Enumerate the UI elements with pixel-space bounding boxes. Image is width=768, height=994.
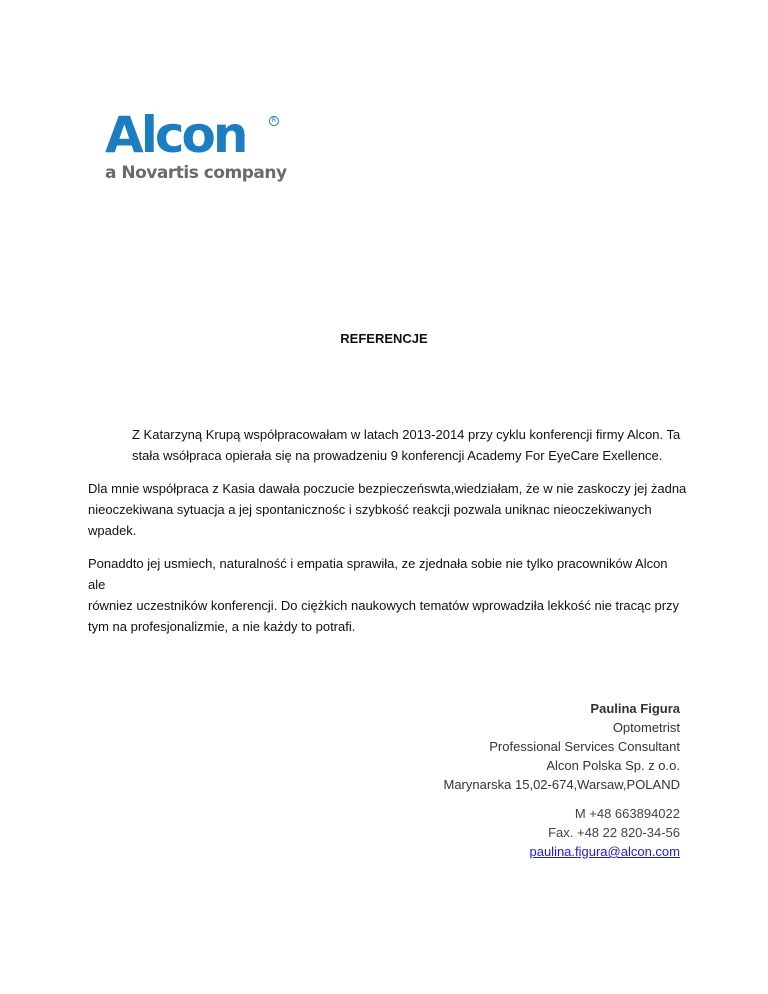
- logo-brand-text: Alcon: [105, 106, 246, 164]
- mobile-number: M +48 663894022: [574, 806, 680, 821]
- paragraph-line: Ponaddto jej usmiech, naturalność i empatia sprawiła, ze zjednała sobie nie tylko pracowników Alcon ale: [88, 556, 668, 592]
- signature-block: [280, 699, 680, 775]
- signatory-role: Optometrist: [612, 720, 680, 735]
- paragraph-line: nieoczekiwana sytuacja a jej spontanicznośc i szybkość reakcji pozwala uniknac nieoczekiwanych wpadek.: [88, 502, 652, 538]
- paragraph-line: równiez uczestników konferencji. Do ciężkich naukowych tematów wprowadziła lekkość nie tracąc przy: [88, 598, 680, 613]
- paragraph-3: [88, 553, 688, 637]
- signatory-name: Paulina Figura: [590, 701, 680, 716]
- logo-tagline: a Novartis company: [105, 163, 287, 183]
- company-address: Marynarska 15,02-674,Warsaw,POLAND: [443, 777, 680, 792]
- contact-block: [280, 804, 680, 861]
- paragraph-line: tym na profesjonalizmie, a nie każdy to potrafi.: [88, 619, 356, 634]
- fax-number: Fax. +48 22 820-34-56: [548, 825, 680, 840]
- paragraph-line: stała wsółpraca opierała się na prowadzeniu 9 konferencji Academy For EyeCare Exellence.: [132, 448, 663, 463]
- paragraph-line: Dla mnie współpraca z Kasia dawała poczucie bezpieczeńswta,wiedziałam, że w nie zaskoczy jej żadna: [88, 481, 687, 496]
- letter-body: [88, 424, 688, 649]
- email-link[interactable]: paulina.figura@alcon.com: [529, 844, 680, 859]
- alcon-logo: [105, 106, 305, 190]
- signatory-company: Alcon Polska Sp. z o.o.: [546, 758, 680, 773]
- paragraph-2: [88, 478, 688, 541]
- signatory-position: Professional Services Consultant: [489, 739, 680, 754]
- paragraph-line: Z Katarzyną Krupą współpracowałam w latach 2013-2014 przy cyklu konferencji firmy Alcon. Ta: [132, 427, 681, 442]
- registered-mark-icon: R: [269, 116, 279, 126]
- paragraph-1: [88, 424, 688, 466]
- document-title: REFERENCJE: [340, 331, 428, 346]
